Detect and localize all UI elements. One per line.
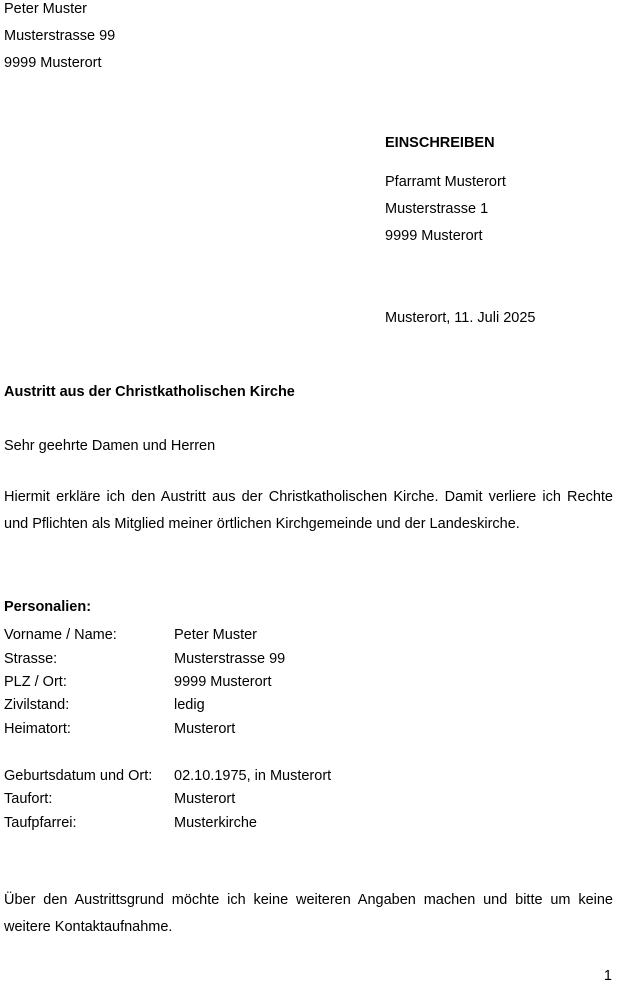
body-paragraph-2: Über den Austrittsgrund möchte ich keine weiteren Angaben machen und bitte um keine weitere Kontaktaufnahme.	[4, 892, 613, 935]
sender-street: Musterstrasse 99	[4, 28, 116, 44]
subject-line: Austritt aus der Christkatholischen Kirche	[4, 384, 295, 400]
personalien-label: PLZ / Ort:	[4, 674, 67, 690]
personalien-value: ledig	[174, 697, 205, 713]
personalien-value: 9999 Musterort	[174, 674, 272, 690]
personalien-heading: Personalien:	[4, 599, 92, 615]
personalien-value: Musterort	[174, 791, 236, 807]
recipient-city: 9999 Musterort	[385, 228, 483, 244]
personalien-label: Zivilstand:	[4, 697, 70, 713]
personalien-value: Musterstrasse 99	[174, 651, 286, 667]
personalien-label: Strasse:	[4, 651, 58, 667]
personalien-value: 02.10.1975, in Musterort	[174, 768, 332, 784]
delivery-note: EINSCHREIBEN	[385, 135, 495, 151]
recipient-block	[385, 134, 506, 254]
personalien-label: Geburtsdatum und Ort:	[4, 768, 153, 784]
personalien-label: Taufpfarrei:	[4, 815, 77, 831]
sender-name: Peter Muster	[4, 1, 87, 17]
personalien-value: Peter Muster	[174, 627, 257, 643]
date-line: Musterort, 11. Juli 2025	[385, 310, 536, 326]
recipient-name: Pfarramt Musterort	[385, 174, 506, 190]
sender-city: 9999 Musterort	[4, 55, 102, 71]
personalien-label: Heimatort:	[4, 721, 71, 737]
page-number: 1	[603, 968, 612, 984]
greeting: Sehr geehrte Damen und Herren	[4, 438, 216, 454]
personalien-label: Taufort:	[4, 791, 53, 807]
recipient-street: Musterstrasse 1	[385, 201, 489, 217]
sender-address	[4, 0, 115, 81]
body-paragraph-1: Hiermit erkläre ich den Austritt aus der Christkatholischen Kirche. Damit verliere ich Rechte und Pflichten als Mitglied meiner örtlichen Kirchgemeinde und der Landeskirche.	[4, 489, 613, 532]
personalien-label: Vorname / Name:	[4, 627, 117, 643]
personalien-value: Musterort	[174, 721, 236, 737]
personalien-value: Musterkirche	[174, 815, 257, 831]
